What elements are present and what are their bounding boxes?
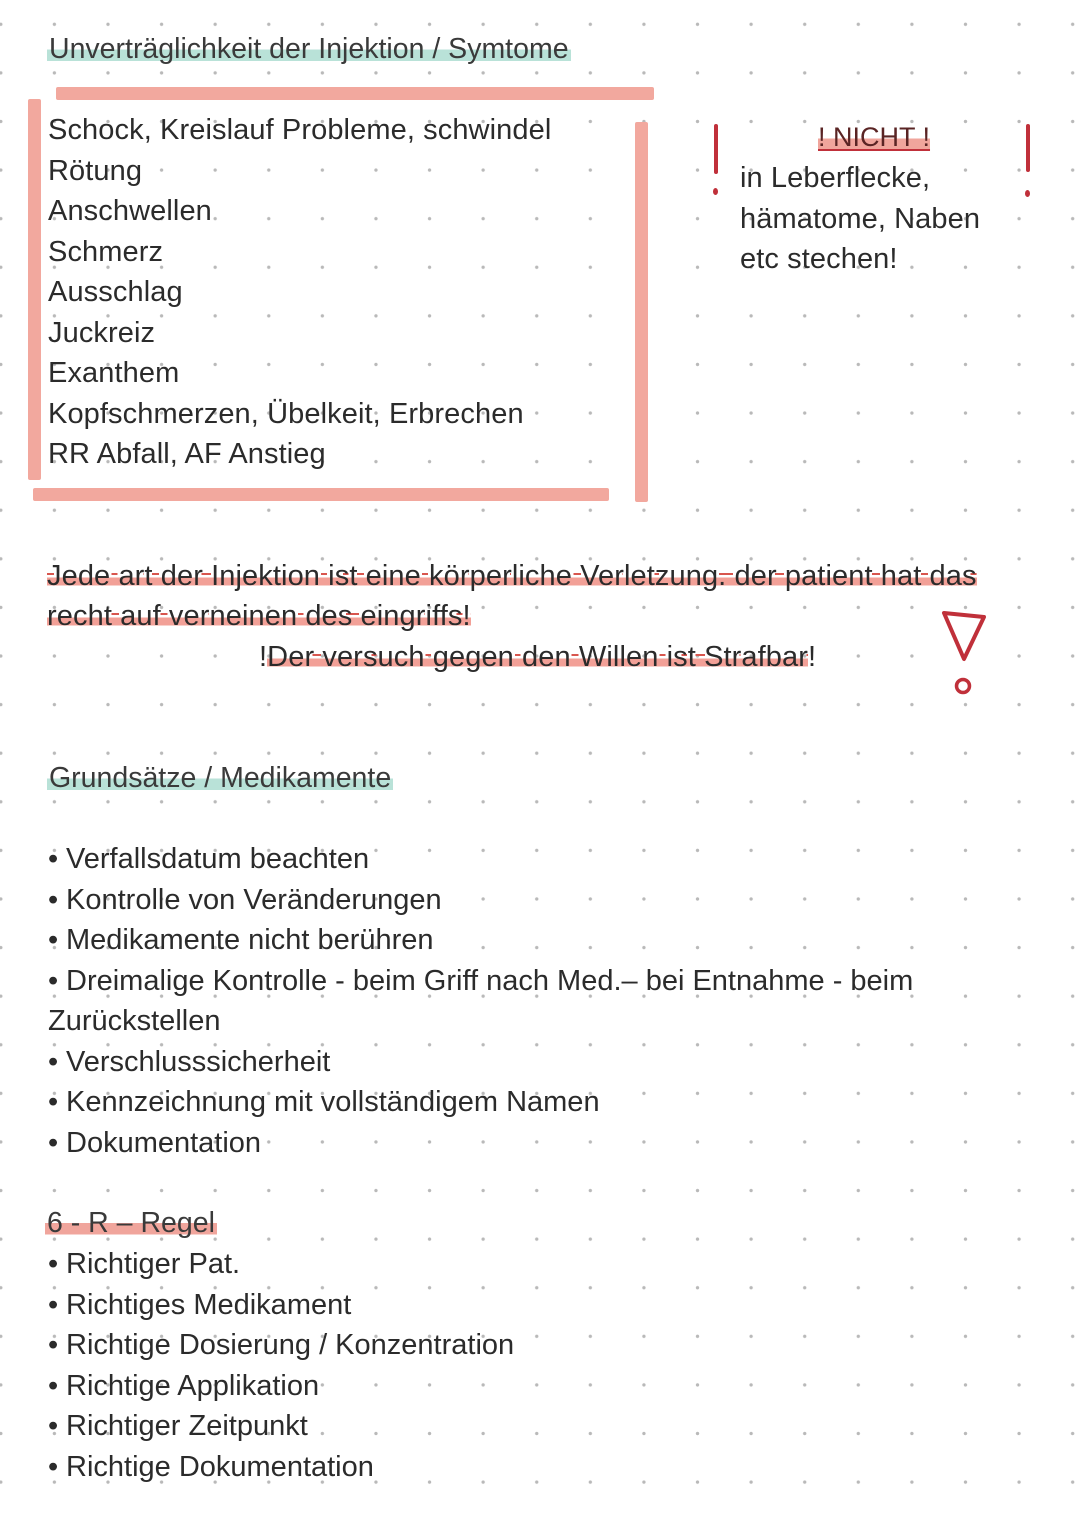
box-left-bar	[28, 99, 41, 480]
list-item-continuation: Zurückstellen	[48, 1005, 221, 1037]
warning-title: ! NICHT !	[818, 122, 931, 152]
six-r-rule-list	[48, 1244, 514, 1487]
exclamation-mark-left-icon	[714, 124, 718, 174]
bullet: •	[48, 1126, 59, 1159]
section2-heading: Grundsätze / Medikamente	[49, 762, 392, 794]
warning-triangle-icon	[938, 606, 990, 698]
box-right-bar	[635, 122, 648, 502]
symptom-item: Anschwellen	[48, 195, 212, 227]
warning-text	[740, 158, 980, 280]
list-item: • Richtige Dokumentation	[48, 1447, 514, 1488]
exclamation-dot-left-icon	[713, 188, 718, 195]
section3-heading: 6 - R – Regel	[47, 1207, 215, 1239]
legal-line-2: recht auf verneinen des eingriffs!	[47, 600, 471, 632]
bullet: •	[48, 1248, 59, 1280]
bullet: •	[48, 1450, 59, 1483]
bullet: •	[48, 1288, 59, 1321]
bullet: •	[48, 1410, 59, 1442]
legal-line-3: !Der versuch gegen den Willen ist Strafbar!	[259, 641, 817, 673]
bullet: •	[48, 1045, 59, 1078]
list-item: • Richtiger Pat.	[48, 1244, 514, 1285]
medication-principles-list	[48, 839, 913, 1163]
legal-line-1: Jede art der Injektion ist eine körperliche Verletzung. der patient hat das	[47, 560, 977, 592]
symptom-item: Schmerz	[48, 235, 164, 268]
exclamation-dot-right-icon	[1025, 190, 1030, 197]
list-item: • Kennzeichnung mit vollständigem Namen	[48, 1082, 913, 1123]
list-item: • Verfallsdatum beachten	[48, 839, 913, 880]
warning-line: in Leberflecke,	[740, 162, 931, 194]
bullet: •	[48, 883, 59, 916]
symptom-item: Kopfschmerzen, Übelkeit, Erbrechen	[48, 397, 524, 430]
bullet: •	[48, 1086, 59, 1118]
list-item: • Verschlusssicherheit	[48, 1042, 913, 1083]
bullet: •	[48, 1329, 59, 1361]
bullet: •	[48, 964, 59, 997]
bullet: •	[48, 924, 59, 956]
box-top-bar	[56, 87, 654, 100]
symptom-list	[48, 110, 551, 475]
list-item: • Richtige Applikation	[48, 1366, 514, 1407]
symptom-item: Schock, Kreislauf Probleme, schwindel	[48, 114, 552, 146]
section1-heading: Unverträglichkeit der Injektion / Symtome	[49, 33, 569, 65]
warning-line: etc stechen!	[740, 243, 898, 275]
symptom-item: RR Abfall, AF Anstieg	[48, 438, 326, 470]
list-item: • Dreimalige Kontrolle - beim Griff nach Med.– bei Entnahme - beim	[48, 961, 913, 1002]
list-item: • Richtiger Zeitpunkt	[48, 1406, 514, 1447]
box-bottom-bar	[33, 488, 609, 501]
symptom-item: Rötung	[48, 154, 143, 187]
list-item: • Dokumentation	[48, 1123, 913, 1164]
bullet: •	[48, 843, 59, 875]
symptom-item: Exanthem	[48, 357, 180, 389]
symptom-item: Juckreiz	[48, 316, 156, 349]
list-item: • Richtige Dosierung / Konzentration	[48, 1325, 514, 1366]
list-item: • Medikamente nicht berühren	[48, 920, 913, 961]
symptom-item: Ausschlag	[48, 276, 183, 308]
exclamation-mark-right-icon	[1026, 124, 1030, 172]
list-item: • Kontrolle von Veränderungen	[48, 880, 913, 921]
warning-line: hämatome, Naben	[740, 202, 981, 235]
list-item: • Richtiges Medikament	[48, 1285, 514, 1326]
bullet: •	[48, 1369, 59, 1402]
